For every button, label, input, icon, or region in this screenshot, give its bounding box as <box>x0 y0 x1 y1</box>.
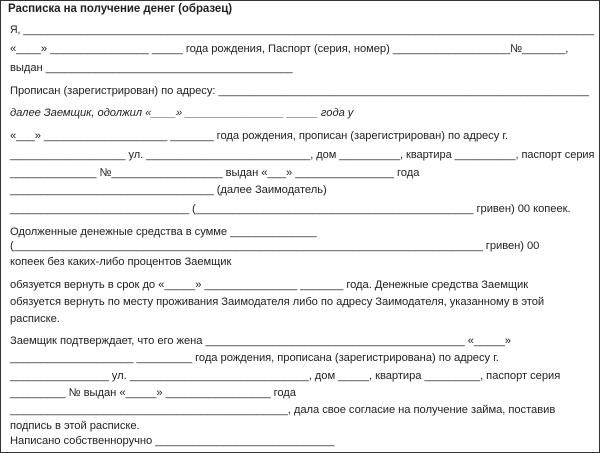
text-line-21: _____________________________________________, дала свое согласие на получение займа, поставив <box>10 404 556 416</box>
text-line-17: Заемщик подтверждает, что его жена __________________________________________ «_____» <box>10 335 511 347</box>
text-line-23: Написано собственноручно _____________________________ <box>10 435 335 447</box>
text-line-4: Прописан (зарегистрирован) по адресу: ____________________________________________________________ <box>10 85 589 97</box>
text-line-14: обязуется вернуть в срок до «_____» _______________ _______ года. Денежные средства Заемщик <box>10 279 529 291</box>
text-line-12: (____________________________________________________________________________ гривен) 00 <box>10 240 540 252</box>
text-line-16: расписке. <box>10 313 60 325</box>
document-title: Расписка на получение денег (образец) <box>8 3 233 15</box>
text-line-7: ___________________ ул. ___________________________, дом __________, квартира __________, паспорт серия <box>10 149 595 161</box>
text-line-18: ____________________ _________ года рождения, прописана (зарегистрирована) по адресу г. <box>10 352 499 364</box>
text-line-8: ______________ №__________________ выдан «___» ________________ года <box>10 167 420 179</box>
text-line-20: _________ № выдан «_____» _________________ года <box>10 387 296 399</box>
text-line-10: _____________________________ (_____________________________________________ гривен) 00 копеек. <box>10 203 571 215</box>
text-line-3: выдан ________________________________________ <box>10 62 293 74</box>
text-line-11: Одолженные денежные средства в сумме ______________ <box>10 226 317 238</box>
text-line-13: копеек без каких-либо процентов Заемщик <box>10 256 232 268</box>
text-line-2: «____» ________________ _____ года рождения, Паспорт (серия, номер) ___________________№_______, <box>10 43 569 55</box>
text-line-1: Я, ___________________________________________________________________________________________________ <box>10 24 595 36</box>
text-line-22: подпись в этой расписке. <box>10 420 140 432</box>
text-line-5: далее Заемщик, одолжил «____» ________________ _____ года у <box>10 107 354 119</box>
text-line-9: _________________________________ (далее Заимодатель) <box>10 184 327 196</box>
text-line-15: обязуется вернуть по месту проживания Заимодателя либо по адресу Заимодателя, указанному в этой <box>10 296 545 308</box>
text-line-19: ________________ ул. _____________________________, дом _____, квартира _________, паспорт серия <box>10 370 561 382</box>
text-line-6: «___» ____________________ _______ года рождения, прописан (зарегистрирован) по адресу г. <box>10 130 509 142</box>
